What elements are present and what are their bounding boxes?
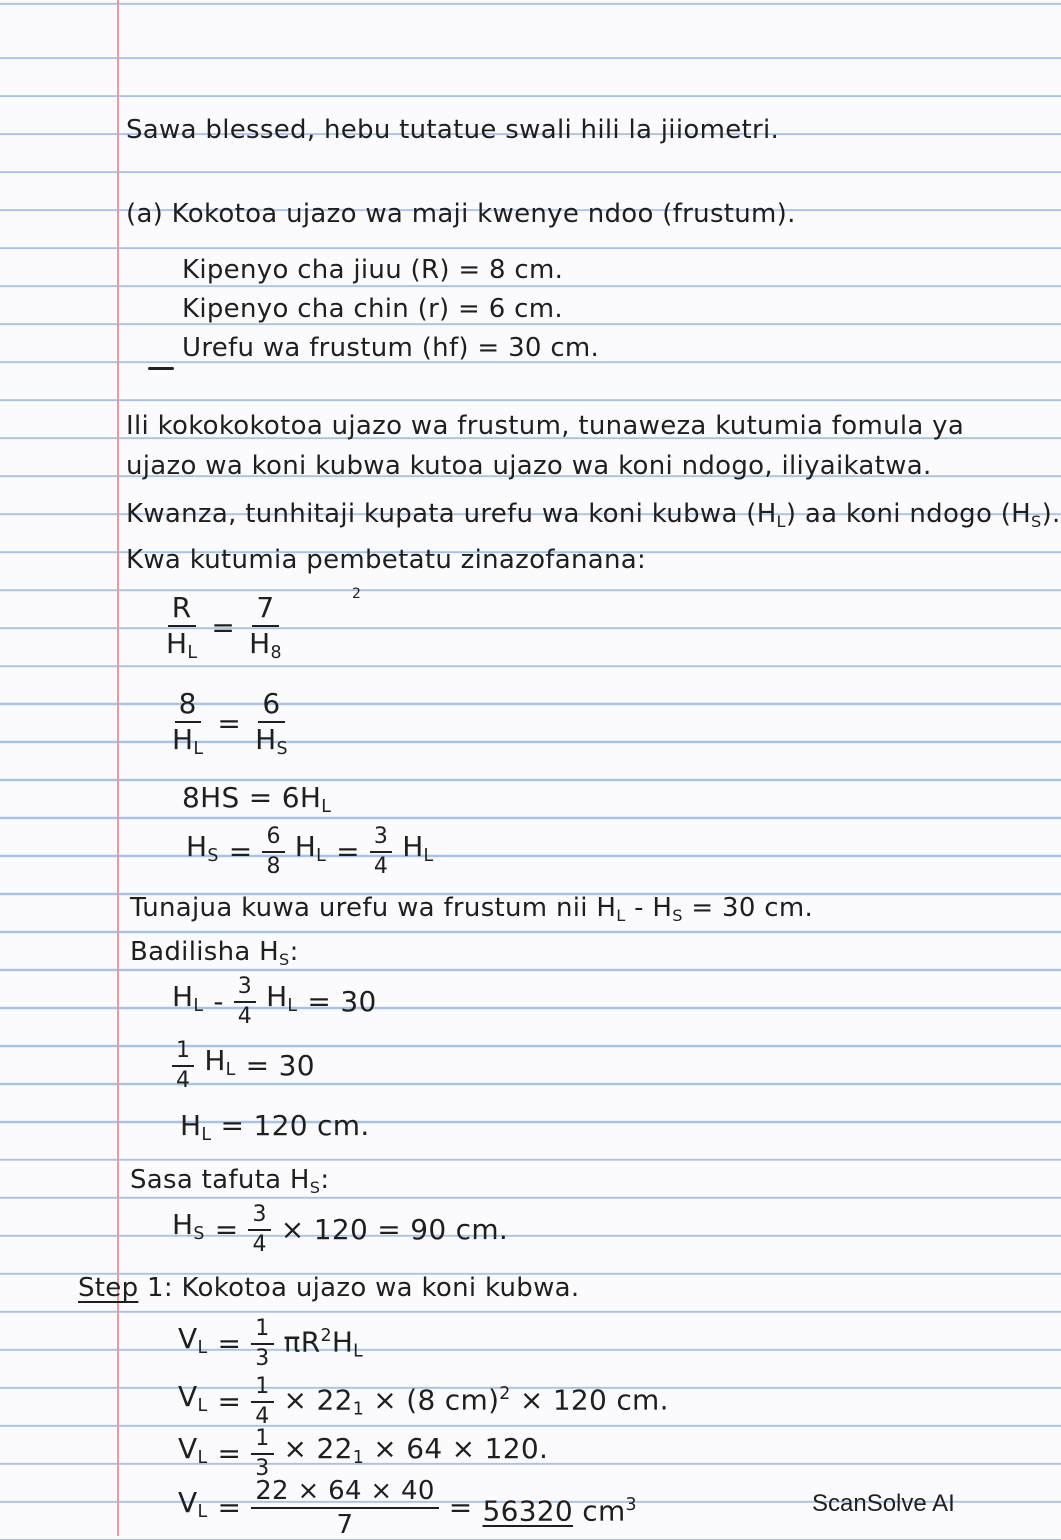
fraction: $\frac{22 \times 64 \times 40}{7}$	[251, 1478, 438, 1538]
volume-result: $V_L$ = $\frac{22 \times 64 \times 40}{7}$ = 56320 $cm^3$	[178, 1476, 637, 1540]
equation-quarter: $\frac{1}{4}$ $H_L$ = 30	[172, 1040, 315, 1092]
equation-substitute: $H_L$ - $\frac{3}{4}$ $H_L$ = 30	[172, 974, 377, 1029]
stray-mark: 2	[352, 586, 362, 602]
fraction: $\frac{8}{H_L}$	[172, 687, 204, 760]
sasa-line: Sasa tafuta $H_S$:	[130, 1165, 330, 1197]
explanation-line-4: Kwa kutumia pembetatu zinazofanana:	[126, 545, 647, 575]
equation-hs: $H_S$ = $\frac{6}{8}$ $H_L$ = $\frac{3}{4}$ $H_L$	[186, 824, 434, 879]
fraction: $\frac{3}{4}$	[370, 826, 392, 878]
fraction: $\frac{6}{8}$	[262, 826, 284, 878]
fraction: $\frac{6}{H_S}$	[255, 687, 288, 760]
equation-hl-result: $H_L = 120$ cm.	[180, 1109, 370, 1146]
fraction: $\frac{3}{4}$	[248, 1204, 270, 1256]
explanation-line-2: ujazo wa koni kubwa kutoa ujazo wa koni ndogo, iliyaikatwa.	[126, 451, 932, 481]
fraction: $\frac{1}{3}$	[251, 1318, 273, 1370]
equation-hs-result: $H_S$ = $\frac{3}{4}$ × 120 = 90 cm.	[172, 1202, 509, 1257]
fraction: $\frac{1}{4}$	[251, 1376, 273, 1428]
badilisha-line: Badilisha $H_S$:	[130, 937, 299, 969]
watermark: ScanSolve AI	[812, 1490, 955, 1517]
fraction: $\frac{1}{4}$	[172, 1040, 194, 1092]
fraction: $\frac{R}{H_L}$	[166, 591, 198, 664]
equation-cross-multiply: $8HS = 6H_L$	[182, 781, 332, 818]
intro-line: Sawa blessed, hebu tutatue swali hili la jiiometri.	[126, 115, 780, 145]
given-frustum-height: Urefu wa frustum (hf) = 30 cm.	[182, 333, 600, 363]
step-1-heading: Step 1: Kokotoa ujazo wa koni kubwa.	[78, 1273, 580, 1303]
fraction: $\frac{7}{H_8}$	[249, 591, 282, 664]
volume-substituted: $V_L$ = $\frac{1}{4}$ × $22_1 \times (8$ cm)$^2$ × 120 cm.	[178, 1374, 669, 1429]
ratio-equation-1: $\frac{R}{H_L}$ = $\frac{7}{H_8}$	[162, 594, 286, 663]
part-a-heading: (a) Kokotoa ujazo wa maji kwenye ndoo (frustum).	[126, 199, 796, 229]
pen-stroke	[148, 367, 174, 370]
volume-formula: $V_L$ = $\frac{1}{3}$ $\pi R^2H_L$	[178, 1316, 364, 1371]
margin-line	[117, 0, 119, 1536]
volume-simplified: $V_L$ = $\frac{1}{3}$ × $22_1 \times 64 \times 120$.	[178, 1426, 549, 1481]
fraction: $\frac{3}{4}$	[234, 976, 256, 1028]
explanation-line-1: Ili kokokokotoa ujazo wa frustum, tunaweza kutumia fomula ya	[126, 411, 965, 441]
given-radius-top: Kipenyo cha jiuu (R) = 8 cm.	[182, 255, 564, 285]
fraction: $\frac{1}{3}$	[251, 1428, 273, 1480]
explanation-line-3: Kwanza, tunhitaji kupata urefu wa koni kubwa $(H_L)$ aa koni ndogo $(H_S)$.	[126, 499, 1061, 531]
known-height-line: Tunajua kuwa urefu wa frustum nii $H_L - H_S = 30$ cm.	[130, 893, 814, 925]
given-radius-bottom: Kipenyo cha chin (r) = 6 cm.	[182, 294, 563, 324]
ratio-equation-2: $\frac{8}{H_L}$ = $\frac{6}{H_S}$	[168, 690, 292, 759]
